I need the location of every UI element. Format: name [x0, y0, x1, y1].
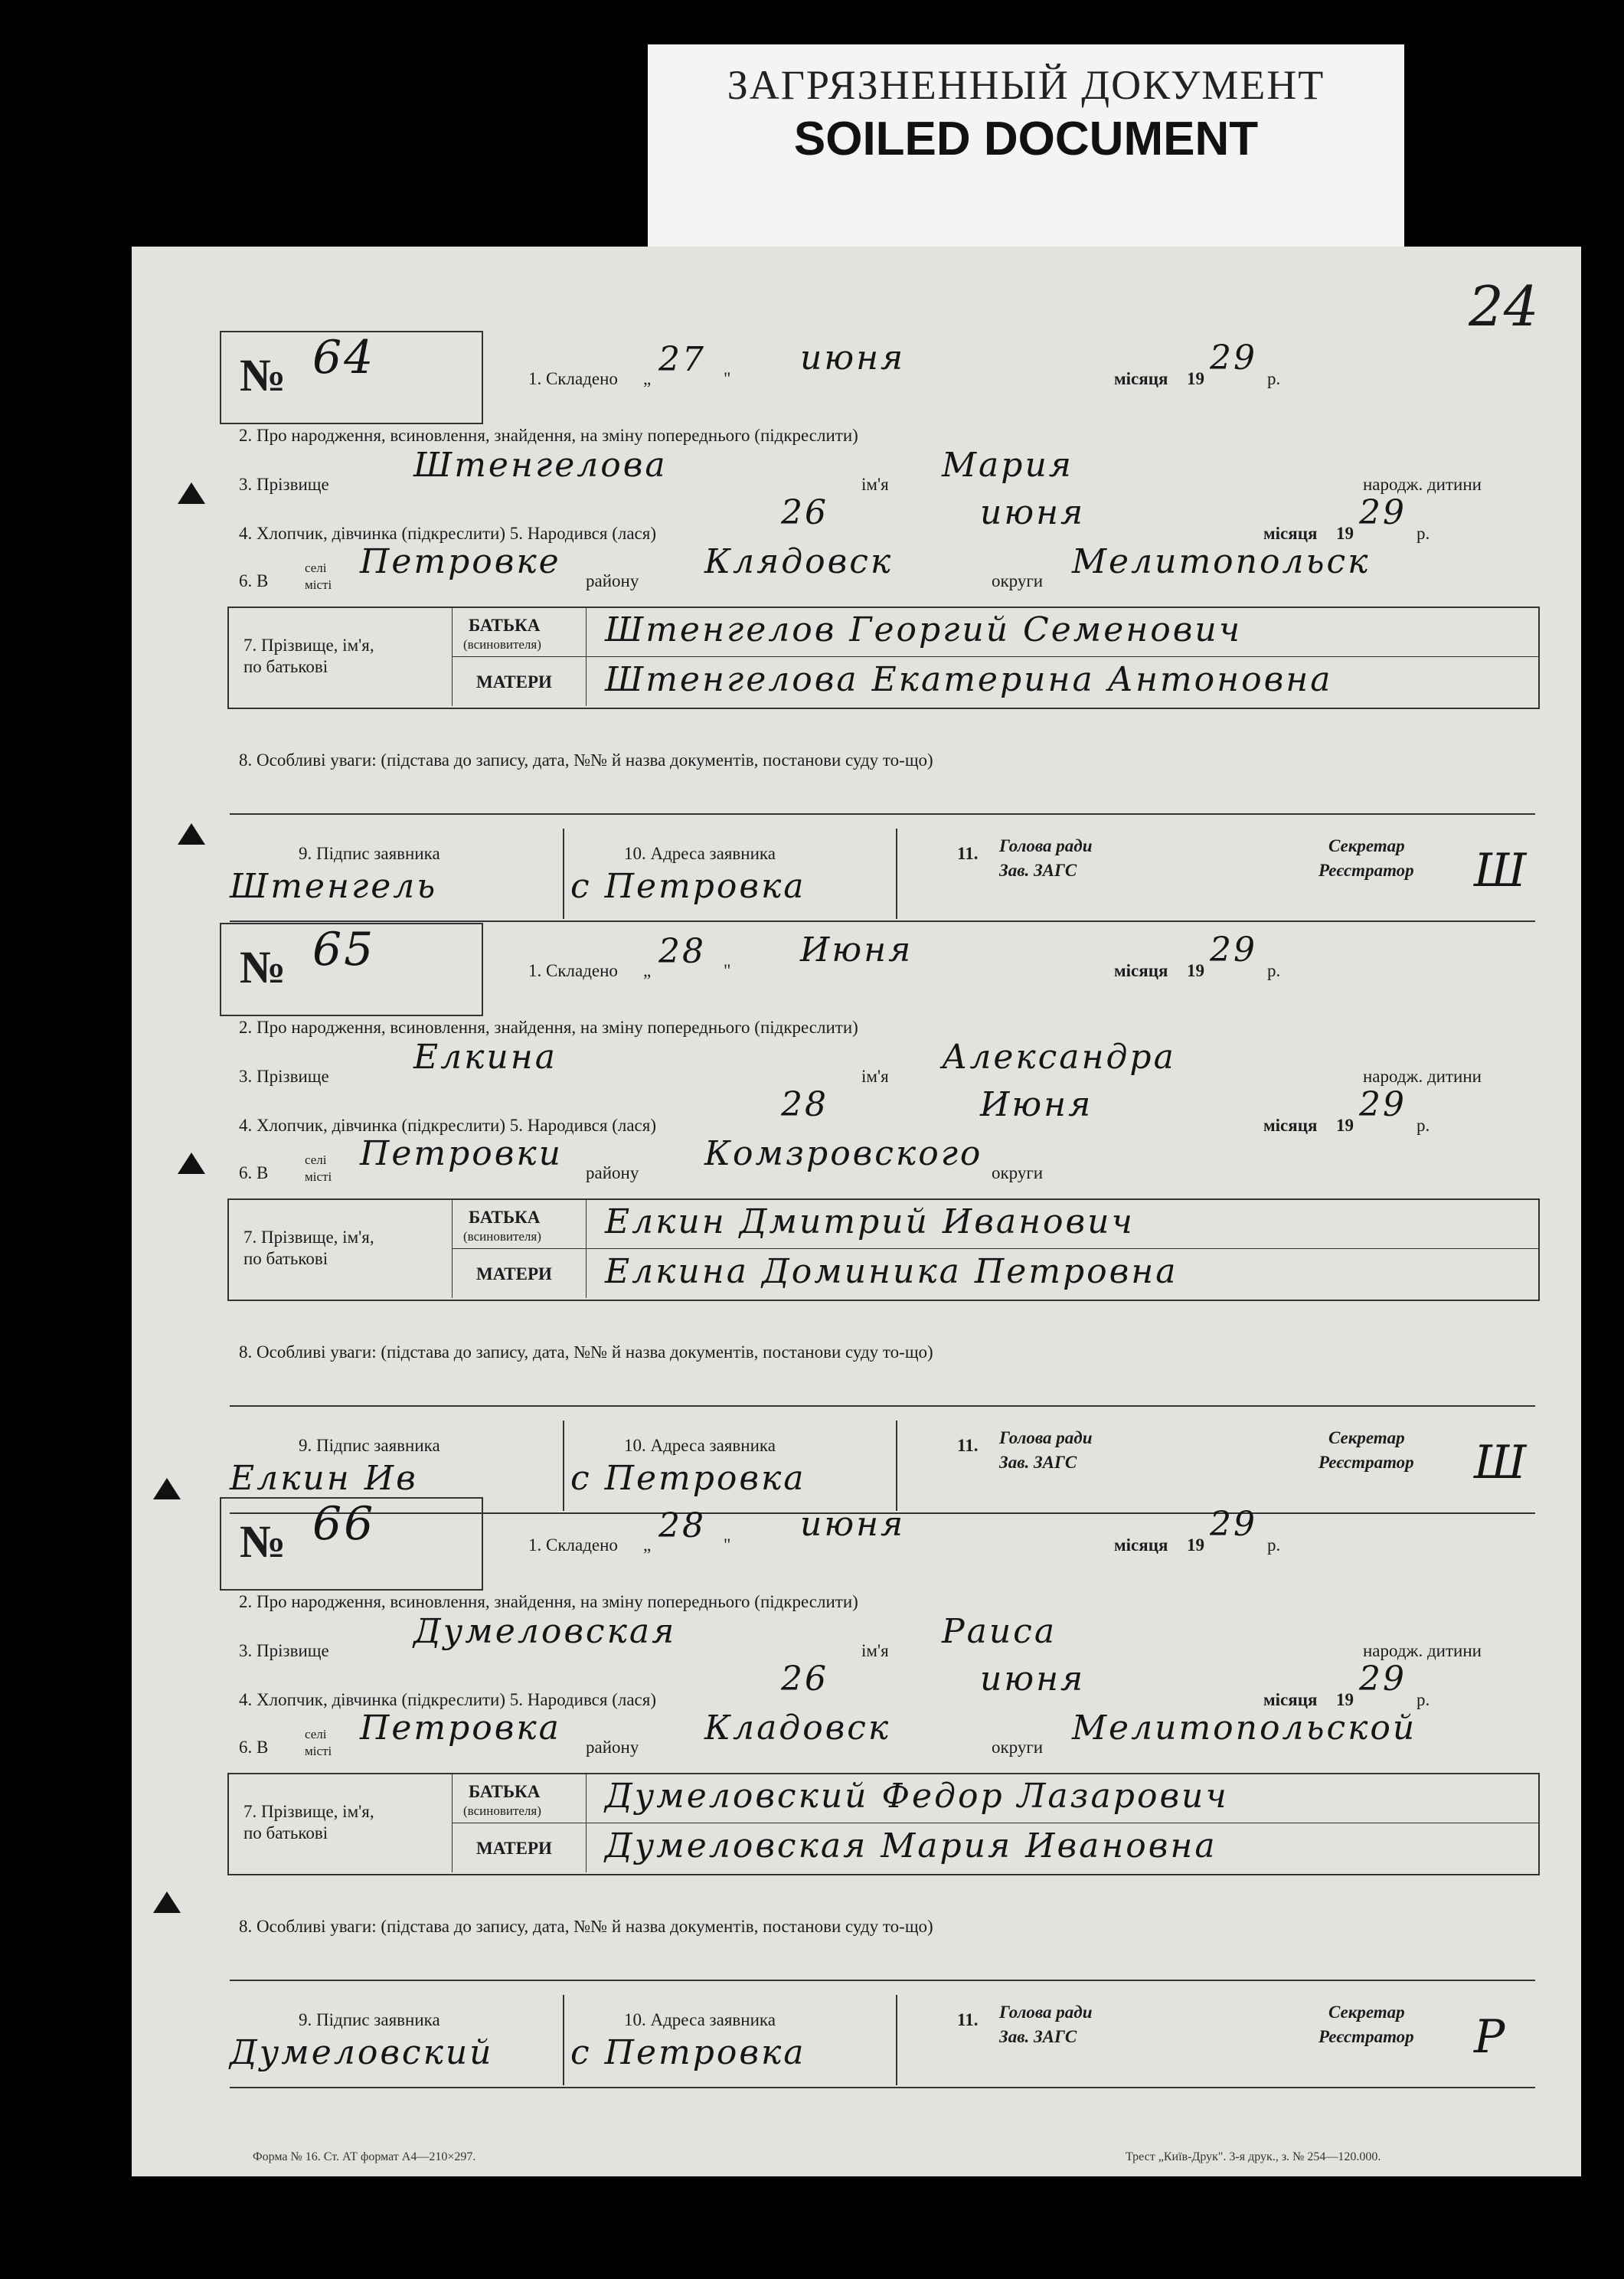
label-parents: 7. Прізвище, ім'я, [243, 1802, 374, 1821]
birth-place: Петровка [360, 1708, 561, 1748]
applicant-signature: Штенгель [230, 867, 438, 906]
label-notes: 8. Особливі уваги: (підстава до запису, дата, №№ й назва документів, постанови суду то-що) [239, 1917, 933, 1936]
label-mother: МАТЕРИ [476, 1264, 552, 1283]
compiled-month: июня [800, 338, 906, 378]
year-prefix: 19 [1187, 369, 1204, 388]
line-2: 2. Про народження, всиновлення, знайдення, на зміну попереднього (підкреслити) [239, 1592, 858, 1611]
record-number: 66 [312, 1497, 376, 1551]
father-name: Штенгелов Георгий Семенович [605, 610, 1243, 649]
label-surname: 3. Прізвище [239, 1067, 329, 1086]
label-boy-girl: 4. Хлопчик, дівчинка (підкреслити) 5. Народився (лася) [239, 1116, 656, 1135]
label-month: місяця [1114, 1535, 1168, 1555]
line-2: 2. Про народження, всиновлення, знайдення, на зміну попереднього (підкреслити) [239, 1018, 858, 1037]
label-11: 11. [957, 844, 979, 863]
label-addr: 10. Адреса заявника [624, 844, 776, 863]
notes-line [230, 1980, 1535, 1981]
district: Комзровского [704, 1134, 983, 1173]
label-no: № [240, 942, 286, 992]
label-addr: 10. Адреса заявника [624, 1436, 776, 1455]
parents-row-divider [452, 1248, 1539, 1249]
label-notes: 8. Особливі уваги: (підстава до запису, дата, №№ й назва документів, постанови суду то-що) [239, 750, 933, 770]
given-name: Александра [942, 1038, 1176, 1077]
registrar-signature: Ш [1474, 1436, 1529, 1489]
signature-divider-1 [563, 1421, 564, 1511]
record-number: 64 [312, 331, 376, 384]
label-zags: Зав. ЗАГС [999, 861, 1077, 880]
quote: " [724, 1535, 731, 1555]
label-okrug: округи [992, 1738, 1044, 1757]
birth-month: июня [980, 1659, 1086, 1699]
given-name: Раиса [942, 1612, 1057, 1651]
year-prefix: 19 [1187, 1535, 1204, 1555]
label-name: ім'я [861, 1641, 889, 1660]
label-zags: Зав. ЗАГС [999, 1453, 1077, 1472]
soiled-document-label [648, 44, 1404, 250]
quote: „ [643, 1535, 652, 1555]
label-r2: р. [1417, 524, 1430, 543]
compiled-year: 29 [1210, 930, 1257, 969]
label-head: Голова ради [999, 1428, 1093, 1447]
label-month2: місяця [1263, 524, 1318, 543]
mother-name: Думеловская Мария Ивановна [605, 1826, 1217, 1865]
applicant-address: с Петровка [570, 1459, 806, 1498]
label-adopter: (всиновителя) [463, 1803, 541, 1818]
label-head: Голова ради [999, 836, 1093, 855]
district: Клядовск [704, 542, 894, 581]
compiled-day: 28 [658, 932, 706, 971]
label-surname: 3. Прізвище [239, 475, 329, 494]
label-secretary: Секретар [1328, 836, 1405, 855]
compiled-year: 29 [1210, 338, 1257, 378]
label-child: народж. дитини [1363, 1641, 1482, 1660]
label-okrug: округи [992, 571, 1044, 590]
label-r2: р. [1417, 1116, 1430, 1135]
label-child: народж. дитини [1363, 1067, 1482, 1086]
surname: Думеловская [413, 1612, 677, 1651]
label-r2: р. [1417, 1690, 1430, 1709]
binding-hole-icon [153, 1892, 181, 1913]
label-head: Голова ради [999, 2003, 1093, 2022]
label-father: БАТЬКА [469, 1208, 541, 1227]
label-month: місяця [1114, 369, 1168, 388]
label-name: ім'я [861, 1067, 889, 1086]
mother-name: Елкина Доминика Петровна [605, 1252, 1178, 1291]
label-r: р. [1267, 369, 1281, 388]
birth-month: Июня [980, 1085, 1093, 1124]
label-surname: 3. Прізвище [239, 1641, 329, 1660]
label-mother: МАТЕРИ [476, 672, 552, 692]
label-compiled: 1. Складено [528, 369, 618, 388]
compiled-month: Июня [800, 930, 913, 969]
compiled-day: 28 [658, 1506, 706, 1545]
applicant-signature: Думеловский [230, 2033, 494, 2072]
okrug: Мелитопольск [1072, 542, 1371, 581]
bottom-line [230, 920, 1535, 922]
label-father: БАТЬКА [469, 1782, 541, 1801]
label-in: 6. В [239, 1163, 269, 1182]
label-parents: 7. Прізвище, ім'я, [243, 636, 374, 655]
father-name: Елкин Дмитрий Иванович [605, 1202, 1135, 1241]
registrar-signature: Ш [1474, 844, 1529, 898]
label-father: БАТЬКА [469, 616, 541, 635]
label-zags: Зав. ЗАГС [999, 2027, 1077, 2046]
signature-divider-2 [896, 1995, 897, 2085]
birth-place: Петровке [360, 542, 561, 581]
applicant-address: с Петровка [570, 867, 806, 906]
bottom-line [230, 2087, 1535, 2088]
label-patronymic: по батькові [243, 657, 328, 676]
mother-name: Штенгелова Екатерина Антоновна [605, 660, 1333, 699]
label-sig: 9. Підпис заявника [299, 844, 440, 863]
label-boy-girl: 4. Хлопчик, дівчинка (підкреслити) 5. Народився (лася) [239, 1690, 656, 1709]
year-prefix2: 19 [1336, 1690, 1354, 1709]
signature-divider-2 [896, 1421, 897, 1511]
notes-line [230, 813, 1535, 815]
year-prefix2: 19 [1336, 524, 1354, 543]
label-village: селі [305, 1153, 327, 1167]
surname: Елкина [413, 1038, 557, 1077]
label-patronymic: по батькові [243, 1823, 328, 1842]
label-adopter: (всиновителя) [463, 1229, 541, 1244]
signature-divider-1 [563, 829, 564, 919]
label-r: р. [1267, 1535, 1281, 1555]
record-number: 65 [312, 923, 376, 976]
birth-day: 28 [781, 1085, 828, 1124]
label-compiled: 1. Складено [528, 1535, 618, 1555]
quote: " [724, 961, 731, 980]
year-prefix2: 19 [1336, 1116, 1354, 1135]
birth-place: Петровки [360, 1134, 564, 1173]
label-village: селі [305, 561, 327, 575]
label-secretary: Секретар [1328, 1428, 1405, 1447]
given-name: Мария [942, 446, 1073, 485]
form-footer-left: Форма № 16. Ст. АТ формат А4—210×297. [253, 2150, 476, 2163]
label-district: району [586, 1163, 639, 1182]
page-number: 24 [1469, 274, 1539, 338]
form-footer-right: Трест „Київ-Друк". 3-я друк., з. № 254—120.000. [1126, 2150, 1381, 2163]
label-village: селі [305, 1727, 327, 1741]
label-r: р. [1267, 961, 1281, 980]
signature-divider-2 [896, 829, 897, 919]
label-month2: місяця [1263, 1116, 1318, 1135]
label-district: району [586, 1738, 639, 1757]
label-in: 6. В [239, 571, 269, 590]
compiled-year: 29 [1210, 1505, 1257, 1544]
parents-row-divider [452, 656, 1539, 657]
label-addr: 10. Адреса заявника [624, 2010, 776, 2029]
label-compiled: 1. Складено [528, 961, 618, 980]
binding-hole-icon [178, 482, 205, 504]
quote: „ [643, 961, 652, 980]
label-registrar: Реєстратор [1318, 1453, 1414, 1472]
label-name: ім'я [861, 475, 889, 494]
registrar-signature: Р [1474, 2010, 1508, 2064]
label-patronymic: по батькові [243, 1249, 328, 1268]
birth-day: 26 [781, 1659, 828, 1699]
label-11: 11. [957, 1436, 979, 1455]
binding-hole-icon [178, 1153, 205, 1174]
notes-line [230, 1405, 1535, 1407]
label-11: 11. [957, 2010, 979, 2029]
okrug: Мелитопольской [1072, 1708, 1417, 1748]
birth-month: июня [980, 493, 1086, 532]
label-boy-girl: 4. Хлопчик, дівчинка (підкреслити) 5. Народився (лася) [239, 524, 656, 543]
label-sig: 9. Підпис заявника [299, 1436, 440, 1455]
applicant-address: с Петровка [570, 2033, 806, 2072]
label-sig: 9. Підпис заявника [299, 2010, 440, 2029]
compiled-day: 27 [658, 340, 706, 379]
label-russian: ЗАГРЯЗНЕННЫЙ ДОКУМЕНТ [727, 62, 1325, 108]
district: Кладовск [704, 1708, 891, 1748]
label-district: району [586, 571, 639, 590]
label-parents: 7. Прізвище, ім'я, [243, 1228, 374, 1247]
label-no: № [240, 350, 286, 401]
binding-hole-icon [153, 1478, 181, 1499]
label-secretary: Секретар [1328, 2003, 1405, 2022]
signature-divider-1 [563, 1995, 564, 2085]
quote: „ [643, 369, 652, 388]
label-in: 6. В [239, 1738, 269, 1757]
label-month2: місяця [1263, 1690, 1318, 1709]
label-month: місяця [1114, 961, 1168, 980]
birth-year: 29 [1359, 1659, 1407, 1699]
birth-day: 26 [781, 493, 828, 532]
father-name: Думеловский Федор Лазарович [605, 1777, 1229, 1816]
year-prefix: 19 [1187, 961, 1204, 980]
label-registrar: Реєстратор [1318, 2027, 1414, 2046]
birth-year: 29 [1359, 493, 1407, 532]
label-english: SOILED DOCUMENT [793, 113, 1259, 165]
label-okrug: округи [992, 1163, 1044, 1182]
label-adopter: (всиновителя) [463, 637, 541, 652]
surname: Штенгелова [413, 446, 668, 485]
label-town: місті [305, 577, 332, 592]
quote: " [724, 369, 731, 388]
label-town: місті [305, 1169, 332, 1184]
label-notes: 8. Особливі уваги: (підстава до запису, дата, №№ й назва документів, постанови суду то-що) [239, 1342, 933, 1362]
label-no: № [240, 1516, 286, 1567]
line-2: 2. Про народження, всиновлення, знайдення, на зміну попереднього (підкреслити) [239, 426, 858, 445]
compiled-month: июня [800, 1505, 906, 1544]
label-town: місті [305, 1744, 332, 1758]
label-child: народж. дитини [1363, 475, 1482, 494]
label-mother: МАТЕРИ [476, 1839, 552, 1858]
binding-hole-icon [178, 823, 205, 845]
birth-year: 29 [1359, 1085, 1407, 1124]
label-registrar: Реєстратор [1318, 861, 1414, 880]
applicant-signature: Елкин Ив [230, 1459, 418, 1498]
